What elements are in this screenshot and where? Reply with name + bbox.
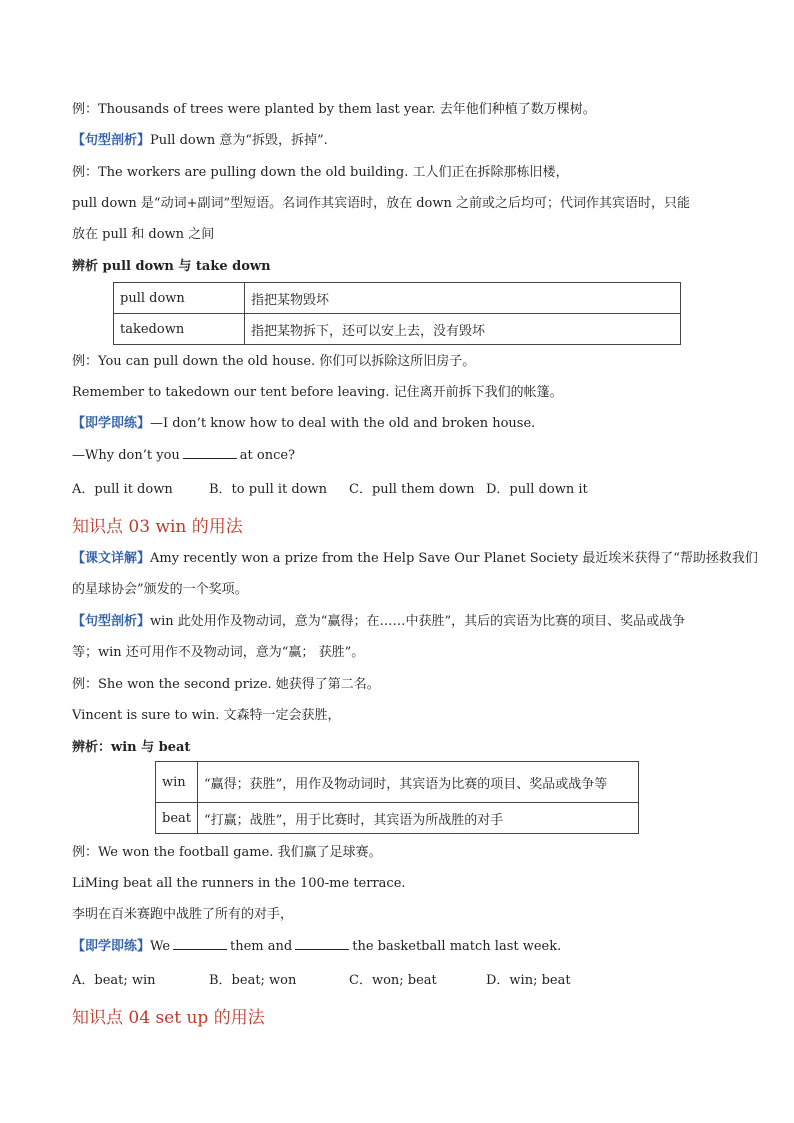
exercise-text: —I don’t know how to deal with the old and broken house. [150, 416, 536, 431]
exercise-1-prompt [72, 446, 295, 465]
detail-text: Amy recently won a prize from the Help Save Our Planet Society 最近埃米获得了“帮助拯救我们 [150, 551, 758, 566]
heading-win: 知识点 03 win 的用法 [72, 517, 243, 537]
example-tent: Remember to takedown our tent before leaving. 记住离开前拆下我们的帐篷。 [72, 385, 563, 400]
analysis-pull-down [72, 132, 328, 150]
table-cell-term: win [156, 762, 198, 803]
table-cell-desc: 指把某物毁坏 [245, 283, 681, 314]
example-old-house: 例：You can pull down the old house. 你们可以拆除这所旧房子。 [72, 354, 476, 369]
option-b: B．beat; won [209, 973, 297, 988]
comparison-title-pull-take: 辨析 pull down 与 take down [72, 259, 271, 274]
exercise-text: the basketball match last week. [352, 939, 562, 954]
analysis-text: win 此处用作及物动词，意为“赢得；在……中获胜”，其后的宾语为比赛的项目、奖品或战争 [150, 614, 686, 629]
table-cell-term: takedown [114, 314, 245, 345]
table-cell-term: pull down [114, 283, 245, 314]
example-workers: 例：The workers are pulling down the old building. 工人们正在拆除那栋旧楼， [72, 165, 569, 180]
section-tag: 【即学即练】 [72, 939, 151, 954]
example-liming: LiMing beat all the runners in the 100-me terrace. [72, 876, 406, 891]
table-row [114, 314, 681, 345]
option-c: C．pull them down [349, 482, 475, 497]
exercise-2-question [72, 937, 561, 956]
answer-blank [173, 937, 227, 950]
section-tag: 【即学即练】 [72, 416, 151, 431]
analysis-text: Pull down 意为“拆毁，拆掉”. [150, 133, 328, 148]
exercise-text: them and [230, 939, 293, 954]
comparison-title-win-beat: 辨析：win 与 beat [72, 740, 191, 755]
option-a: A．pull it down [72, 482, 173, 497]
table-cell-term: beat [156, 803, 198, 834]
example-trees: 例：Thousands of trees were planted by them last year. 去年他们种植了数万棵树。 [72, 102, 596, 117]
option-c: C．won; beat [349, 973, 437, 988]
prompt-text: —Why don’t you [72, 448, 180, 463]
table-row [156, 762, 639, 803]
option-d: D．win; beat [486, 973, 571, 988]
table-cell-desc: “赢得；获胜”，用作及物动词时，其宾语为比赛的项目、奖品或战争等 [198, 762, 639, 803]
option-d: D．pull down it [486, 482, 588, 497]
exercise-1-question [72, 415, 535, 433]
answer-blank [183, 446, 237, 459]
analysis-win [72, 613, 685, 631]
analysis-win-2: 等；win 还可用作不及物动词，意为“赢； 获胜”。 [72, 645, 365, 660]
table-row [114, 283, 681, 314]
comparison-table-win-beat [155, 761, 639, 834]
example-liming-translation: 李明在百米赛跑中战胜了所有的对手， [72, 907, 294, 922]
table-row [156, 803, 639, 834]
text-detail-win-2: 的星球协会”颁发的一个奖项。 [72, 582, 248, 597]
answer-blank [295, 937, 349, 950]
section-tag: 【课文详解】 [72, 551, 151, 566]
section-tag: 【句型剖析】 [72, 133, 151, 148]
table-cell-desc: 指把某物拆下，还可以安上去，没有毁坏 [245, 314, 681, 345]
example-second-prize: 例：She won the second prize. 她获得了第二名。 [72, 677, 380, 692]
comparison-table-pull-take [113, 282, 681, 345]
table-cell-desc: “打赢；战胜”，用于比赛时，其宾语为所战胜的对手 [198, 803, 639, 834]
exercise-text: We [150, 939, 171, 954]
explanation-line-2: 放在 pull 和 down 之间 [72, 227, 215, 242]
section-tag: 【句型剖析】 [72, 614, 151, 629]
explanation-line-1: pull down 是“动词+副词”型短语。名词作其宾语时，放在 down 之前或之后均可；代词作其宾语时，只能 [72, 196, 691, 211]
heading-set-up: 知识点 04 set up 的用法 [72, 1008, 265, 1028]
option-b: B．to pull it down [209, 482, 328, 497]
example-football: 例：We won the football game. 我们赢了足球赛。 [72, 845, 382, 860]
text-detail-win [72, 550, 758, 568]
option-a: A．beat; win [72, 973, 156, 988]
prompt-text: at once? [239, 448, 296, 463]
example-vincent: Vincent is sure to win. 文森特一定会获胜， [72, 708, 341, 723]
